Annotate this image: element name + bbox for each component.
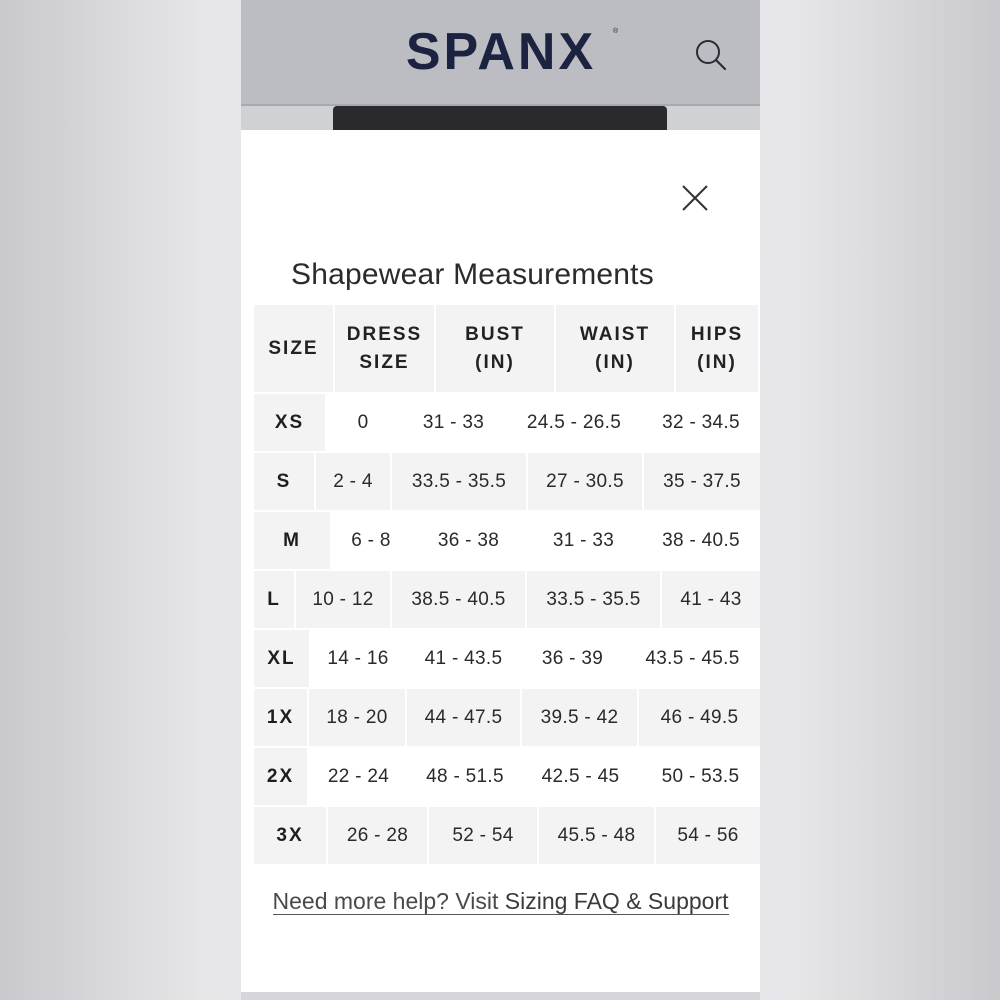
cell-hips: 46 - 49.5 — [639, 689, 760, 746]
cell-size: M — [254, 512, 330, 569]
cell-size: XS — [254, 394, 325, 451]
cell-bust: 36 - 38 — [412, 512, 525, 569]
cell-bust: 38.5 - 40.5 — [392, 571, 525, 628]
table-row — [254, 748, 760, 805]
header-waist: WAIST (IN) — [556, 305, 674, 392]
cell-bust: 52 - 54 — [429, 807, 537, 864]
sizing-faq-link[interactable]: Sizing FAQ & Support — [504, 888, 729, 914]
table-row — [254, 571, 760, 628]
header-bust: BUST (IN) — [436, 305, 554, 392]
cell-hips: 50 - 53.5 — [641, 748, 760, 805]
background-product-image — [333, 106, 667, 130]
cell-size: 1X — [254, 689, 307, 746]
table-row — [254, 689, 760, 746]
cell-waist: 27 - 30.5 — [528, 453, 642, 510]
cell-hips: 35 - 37.5 — [644, 453, 760, 510]
cell-dress-size: 10 - 12 — [296, 571, 390, 628]
modal-title: Shapewear Measurements — [291, 258, 654, 291]
background-page-bottom — [241, 992, 760, 1000]
cell-waist: 39.5 - 42 — [522, 689, 637, 746]
size-chart-modal — [241, 130, 760, 992]
cell-size: S — [254, 453, 314, 510]
cell-waist: 36 - 39 — [522, 630, 623, 687]
spanx-logo[interactable]: SPANX — [405, 23, 597, 81]
registered-mark: ® — [613, 28, 619, 35]
cell-waist: 45.5 - 48 — [539, 807, 654, 864]
cell-dress-size: 2 - 4 — [316, 453, 390, 510]
cell-bust: 48 - 51.5 — [410, 748, 520, 805]
cell-bust: 31 - 33 — [401, 394, 506, 451]
cell-bust: 33.5 - 35.5 — [392, 453, 526, 510]
cell-waist: 24.5 - 26.5 — [508, 394, 640, 451]
table-row — [254, 453, 760, 510]
cell-hips: 41 - 43 — [662, 571, 760, 628]
table-row — [254, 630, 760, 687]
close-icon[interactable] — [679, 182, 711, 214]
cell-dress-size: 18 - 20 — [309, 689, 405, 746]
cell-hips: 38 - 40.5 — [642, 512, 760, 569]
table-row — [254, 807, 760, 864]
cell-dress-size: 0 — [327, 394, 399, 451]
header-hips: HIPS (IN) — [676, 305, 758, 392]
table-header — [254, 305, 760, 392]
table-row — [254, 512, 760, 569]
cell-size: L — [254, 571, 294, 628]
cell-bust: 44 - 47.5 — [407, 689, 520, 746]
cell-hips: 43.5 - 45.5 — [625, 630, 760, 687]
cell-dress-size: 14 - 16 — [311, 630, 405, 687]
table-row — [254, 394, 760, 451]
cell-waist: 33.5 - 35.5 — [527, 571, 660, 628]
cell-size: 2X — [254, 748, 307, 805]
header-size: SIZE — [254, 305, 333, 392]
cell-waist: 42.5 - 45 — [522, 748, 639, 805]
phone-screen — [241, 0, 760, 1000]
cell-bust: 41 - 43.5 — [407, 630, 520, 687]
cell-hips: 54 - 56 — [656, 807, 760, 864]
cell-size: 3X — [254, 807, 326, 864]
cell-hips: 32 - 34.5 — [642, 394, 760, 451]
header-dress-size: DRESS SIZE — [335, 305, 434, 392]
cell-size: XL — [254, 630, 309, 687]
cell-dress-size: 26 - 28 — [328, 807, 427, 864]
cell-waist: 31 - 33 — [527, 512, 640, 569]
cell-dress-size: 22 - 24 — [309, 748, 408, 805]
help-prefix: Need more help? Visit — [272, 888, 505, 914]
top-bar — [241, 0, 760, 106]
search-icon[interactable] — [694, 38, 728, 72]
help-text — [241, 882, 760, 920]
cell-dress-size: 6 - 8 — [332, 512, 410, 569]
